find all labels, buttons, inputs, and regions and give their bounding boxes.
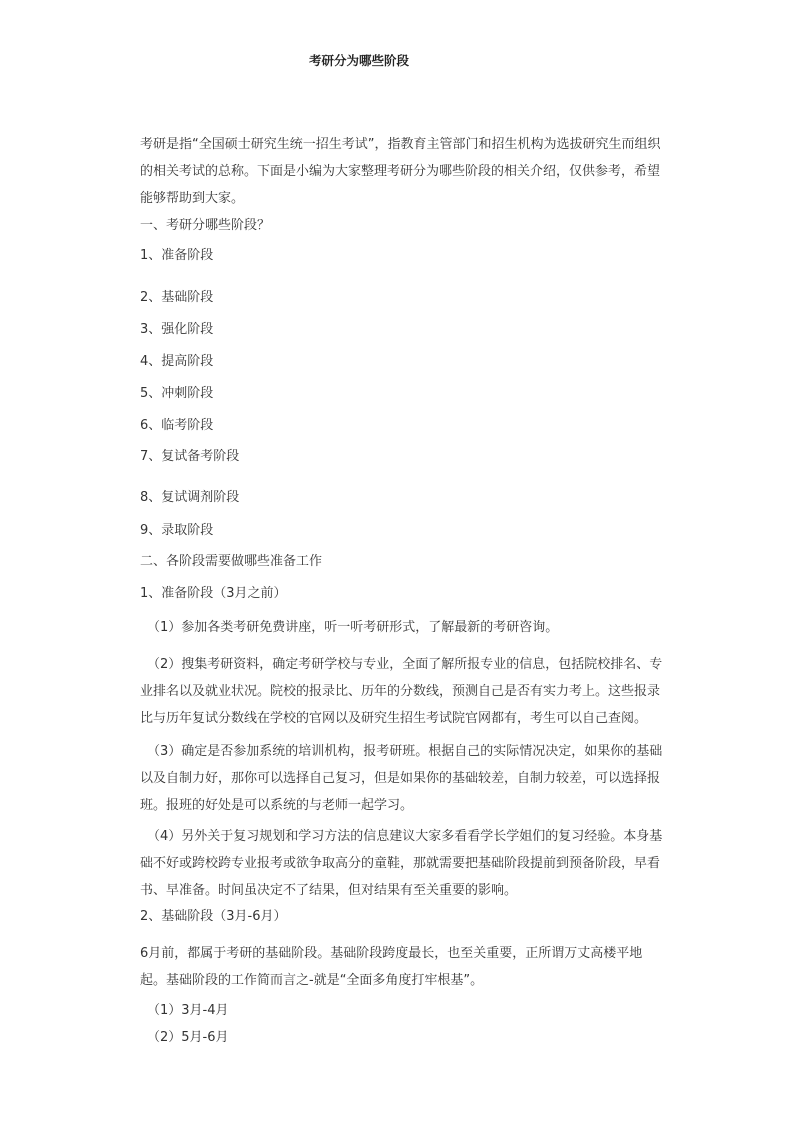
basic-text: 6月前，都属于考研的基础阶段。基础阶段跨度最长，也至关重要，正所谓万丈高楼平地起。基础阶段的工作简而言之-就是“全面多角度打牢根基”。 bbox=[140, 946, 643, 988]
stage-item: 8、复试调剂阶段 bbox=[140, 490, 240, 505]
basic-item: （1）3月-4月 bbox=[147, 1003, 229, 1018]
stage-item: 6、临考阶段 bbox=[140, 418, 214, 433]
prep-item-paragraph bbox=[140, 738, 668, 819]
stage-item: 5、冲刺阶段 bbox=[140, 386, 214, 401]
prep-heading: 1、准备阶段（3月之前） bbox=[140, 586, 287, 601]
stage-item: 1、准备阶段 bbox=[140, 248, 214, 263]
prep-item: （2）搜集考研资料，确定考研学校与专业，全面了解所报专业的信息，包括院校排名、专业排名以及就业状况。院校的报录比、历年的分数线，预测自己是否有实力考上。这些报录比与历年复试分数线在学校的官网以及研究生招生考试院官网都有，考生可以自己查阅。 bbox=[140, 657, 663, 726]
section2-heading: 二、各阶段需要做哪些准备工作 bbox=[140, 554, 323, 569]
prep-item-paragraph bbox=[140, 651, 668, 732]
stage-item: 7、复试备考阶段 bbox=[140, 449, 240, 464]
basic-item: （2）5月-6月 bbox=[147, 1030, 229, 1045]
intro-text: 考研是指“全国硕士研究生统一招生考试”，指教育主管部门和招生机构为选拔研究生而组织的相关考试的总称。下面是小编为大家整理考研分为哪些阶段的相关介绍，仅供参考，希望能够帮助到大家。 bbox=[140, 137, 661, 206]
basic-paragraph bbox=[140, 940, 668, 994]
stage-item: 4、提高阶段 bbox=[140, 354, 214, 369]
prep-item: （4）另外关于复习规划和学习方法的信息建议大家多看看学长学姐们的复习经验。本身基础不好或跨校跨专业报考或欲争取高分的童鞋，那就需要把基础阶段提前到预备阶段，早看书、早准备。时间虽决定不了结果，但对结果有至关重要的影响。 bbox=[140, 829, 663, 898]
prep-item: （1）参加各类考研免费讲座，听一听考研形式，了解最新的考研咨询。 bbox=[147, 620, 559, 635]
document-title: 考研分为哪些阶段 bbox=[309, 53, 410, 68]
intro-paragraph bbox=[140, 131, 668, 212]
basic-heading: 2、基础阶段（3月-6月） bbox=[140, 909, 287, 924]
prep-item: （3）确定是否参加系统的培训机构，报考研班。根据自己的实际情况决定，如果你的基础以及自制力好，那你可以选择自己复习，但是如果你的基础较差，自制力较差，可以选择报班。报班的好处是可以系统的与老师一起学习。 bbox=[140, 744, 663, 813]
stage-item: 2、基础阶段 bbox=[140, 290, 214, 305]
section1-heading: 一、考研分哪些阶段？ bbox=[140, 218, 271, 233]
prep-item-paragraph bbox=[140, 823, 668, 904]
stage-item: 3、强化阶段 bbox=[140, 322, 214, 337]
stage-item: 9、录取阶段 bbox=[140, 523, 214, 538]
